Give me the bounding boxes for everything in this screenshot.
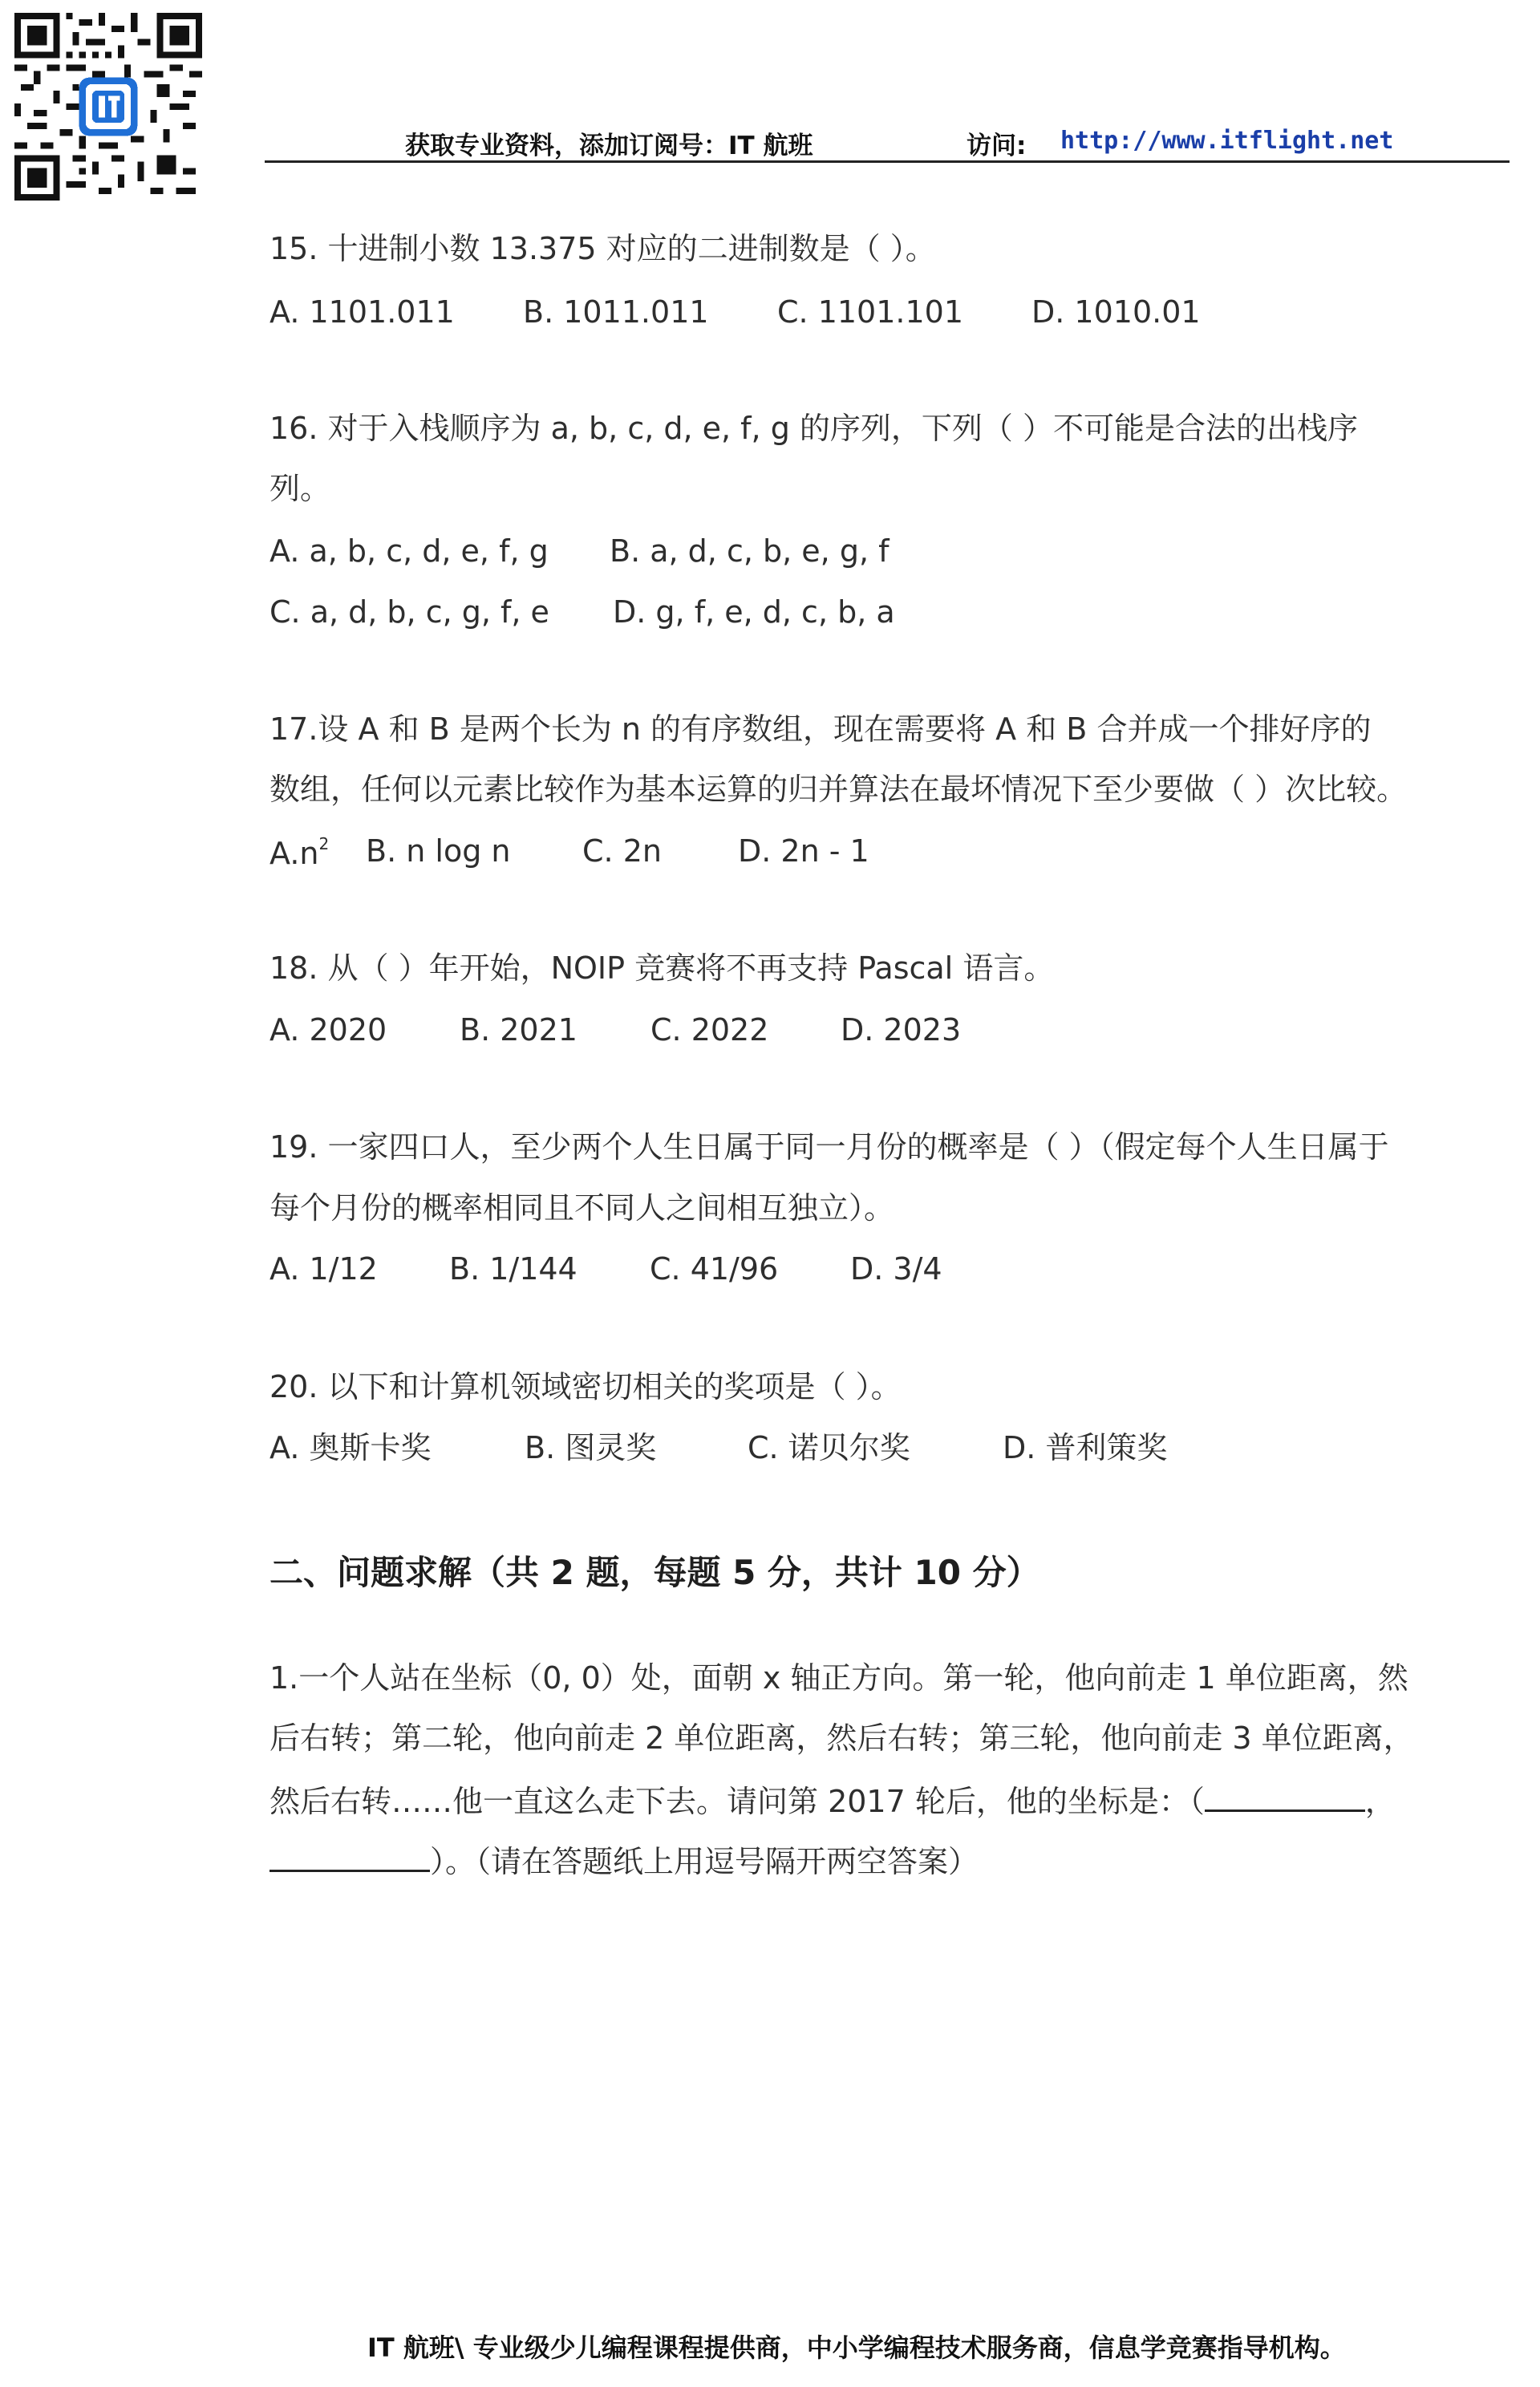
q17-option-b: B. n log n xyxy=(366,833,511,869)
q15-option-a: A. 1101.011 xyxy=(270,294,455,330)
footer-slogan: IT 航班\ 专业级少儿编程课程提供商，中小学编程技术服务商，信息学竞赛指导机构。 xyxy=(367,2332,1346,2363)
q15-option-c: C. 1101.101 xyxy=(777,294,964,330)
problem1-blank-separator: ， xyxy=(1364,1784,1396,1819)
section2-title: 二、问题求解（共 2 题，每题 5 分，共计 10 分） xyxy=(270,1553,1040,1592)
header-visit-label: 访问: xyxy=(967,132,1027,160)
q16-option-c: C. a, d, b, c, g, f, e xyxy=(270,594,549,630)
q19-option-a: A. 1/12 xyxy=(270,1251,378,1287)
problem1-line3 xyxy=(270,1784,1396,1817)
q15-option-d: D. 1010.01 xyxy=(1031,294,1201,330)
q18-option-c: C. 2022 xyxy=(650,1012,769,1048)
q16-option-b: B. a, d, c, b, e, g, f xyxy=(610,533,890,569)
q20-stem: 20. 以下和计算机领域密切相关的奖项是（ ）。 xyxy=(270,1369,902,1404)
q17-option-a xyxy=(270,836,329,869)
q16-stem-line2: 列。 xyxy=(270,471,331,506)
q17-option-d: D. 2n - 1 xyxy=(738,833,869,869)
q17-stem-line2: 数组，任何以元素比较作为基本运算的归并算法在最坏情况下至少要做（ ）次比较。 xyxy=(270,772,1408,807)
q19-stem-line1: 19. 一家四口人，至少两个人生日属于同一月份的概率是（ ）（假定每个人生日属于 xyxy=(270,1129,1389,1165)
q16-stem-line1: 16. 对于入栈顺序为 a, b, c, d, e, f, g 的序列，下列（ ）不可能是合法的出栈序 xyxy=(270,411,1358,446)
q18-option-d: D. 2023 xyxy=(841,1012,962,1048)
q18-option-a: A. 2020 xyxy=(270,1012,387,1048)
problem1-line1: 1.一个人站在坐标（0, 0）处，面朝 x 轴正方向。第一轮，他向前走 1 单位距离，然 xyxy=(270,1660,1408,1696)
q20-option-a: A. 奥斯卡奖 xyxy=(270,1430,432,1465)
q20-option-c: C. 诺贝尔奖 xyxy=(748,1430,910,1465)
q19-option-b: B. 1/144 xyxy=(449,1251,578,1287)
problem1-line4-text: ）。（请在答题纸上用逗号隔开两空答案） xyxy=(430,1844,979,1879)
q17-stem-line1: 17.设 A 和 B 是两个长为 n 的有序数组，现在需要将 A 和 B 合并成一个排好序的 xyxy=(270,711,1372,747)
q15-stem: 15. 十进制小数 13.375 对应的二进制数是（ ）。 xyxy=(270,231,936,266)
qr-code-icon xyxy=(14,13,202,201)
q16-option-d: D. g, f, e, d, c, b, a xyxy=(613,594,895,630)
q17-option-c: C. 2n xyxy=(582,833,662,869)
header-subscribe-text: 获取专业资料，添加订阅号：IT 航班 xyxy=(405,132,813,160)
header-url-link[interactable]: http://www.itflight.net xyxy=(1060,127,1394,155)
q15-option-b: B. 1011.011 xyxy=(523,294,709,330)
q19-stem-line2: 每个月份的概率相同且不同人之间相互独立）。 xyxy=(270,1190,895,1226)
q19-option-c: C. 41/96 xyxy=(650,1251,779,1287)
q16-option-a: A. a, b, c, d, e, f, g xyxy=(270,533,549,569)
header-divider xyxy=(265,160,1510,163)
q18-option-b: B. 2021 xyxy=(460,1012,578,1048)
q18-stem: 18. 从（ ）年开始，NOIP 竞赛将不再支持 Pascal 语言。 xyxy=(270,950,1055,986)
problem1-line3-text: 然后右转……他一直这么走下去。请问第 2017 轮后，他的坐标是：（ xyxy=(270,1784,1205,1819)
problem1-line4 xyxy=(270,1844,979,1877)
answer-blank-y[interactable] xyxy=(270,1844,430,1872)
problem1-line2: 后右转；第二轮，他向前走 2 单位距离，然后右转；第三轮，他向前走 3 单位距离， xyxy=(270,1720,1414,1756)
answer-blank-x[interactable] xyxy=(1205,1784,1365,1812)
q20-option-d: D. 普利策奖 xyxy=(1003,1430,1168,1465)
q17-option-a-text: A.n xyxy=(270,836,319,871)
q17-option-a-superscript: 2 xyxy=(318,834,330,853)
q20-option-b: B. 图灵奖 xyxy=(525,1430,657,1465)
q19-option-d: D. 3/4 xyxy=(850,1251,942,1287)
